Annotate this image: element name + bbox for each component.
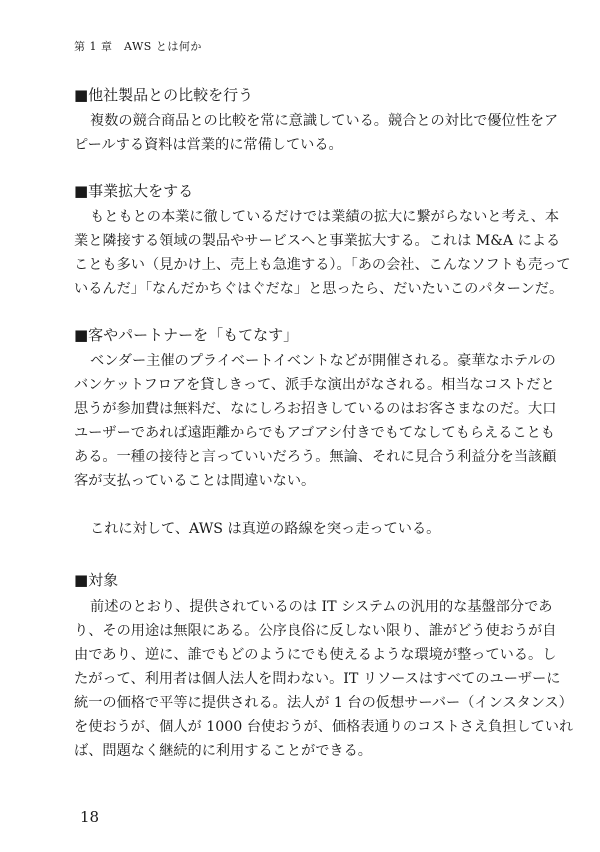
section-heading-hospitality: ■客やパートナーを「もてなす」	[74, 326, 299, 344]
paragraph-line: を使おうが、個人が 1000 台使おうが、価格表通りのコストさえ負担していれ	[74, 719, 574, 735]
paragraph-line: ユーザーであれば遠距離からでもアゴアシ付きでもてなしてもらえることも	[74, 425, 555, 441]
section-heading-comparison: ■他社製品との比較を行う	[74, 86, 254, 104]
paragraph-line: ピールする資料は営業的に常備している。	[74, 137, 343, 153]
section-heading-expansion: ■事業拡大をする	[74, 182, 194, 200]
paragraph-line: ことも多い（見かけ上、売上も急進する）。「あの会社、こんなソフトも売って	[74, 257, 571, 273]
paragraph-line: ある。一種の接待と言っていいだろう。無論、それに見合う利益分を当該顧	[74, 449, 557, 465]
section-heading-target: ■対象	[74, 571, 119, 589]
paragraph-line: 前述のとおり、提供されているのは IT システムの汎用的な基盤部分であ	[90, 599, 553, 615]
paragraph-line: 複数の競合商品との比較を常に意識している。競合との対比で優位性をア	[90, 113, 559, 129]
paragraph-line: 統一の価格で平等に提供される。法人が 1 台の仮想サーバー（インスタンス）	[74, 695, 573, 711]
paragraph-line: たがって、利用者は個人法人を問わない。IT リソースはすべてのユーザーに	[74, 671, 561, 687]
paragraph-line: り、その用途は無限にある。公序良俗に反しない限り、誰がどう使おうが自	[74, 623, 557, 639]
paragraph-line: いるんだ」「なんだかちぐはぐだな」と思ったら、だいたいこのパターンだ。	[74, 281, 564, 297]
paragraph-line: もともとの本業に徹しているだけでは業績の拡大に繋がらないと考え、本	[90, 209, 560, 225]
paragraph-line: 思うが参加費は無料だ、なにしろお招きしているのはお客さまなのだ。大口	[74, 401, 557, 417]
paragraph-line: バンケットフロアを貸しきって、派手な演出がなされる。相当なコストだと	[74, 377, 555, 393]
page-number: 18	[80, 808, 100, 826]
paragraph-line: 客が支払っていることは間違いない。	[74, 473, 316, 489]
paragraph-line: 由であり、逆に、誰でもどのようにでも使えるような環境が整っている。し	[74, 647, 557, 663]
running-head: 第 1 章 AWS とは何か	[74, 40, 202, 53]
transition-paragraph: これに対して、AWS は真逆の路線を突っ走っている。	[90, 521, 441, 537]
paragraph-line: ば、問題なく継続的に利用することができる。	[74, 743, 372, 759]
paragraph-line: ベンダー主催のプライベートイベントなどが開催される。豪華なホテルの	[90, 353, 556, 369]
paragraph-line: 業と隣接する領域の製品やサービスへと事業拡大する。これは M&A による	[74, 233, 561, 249]
